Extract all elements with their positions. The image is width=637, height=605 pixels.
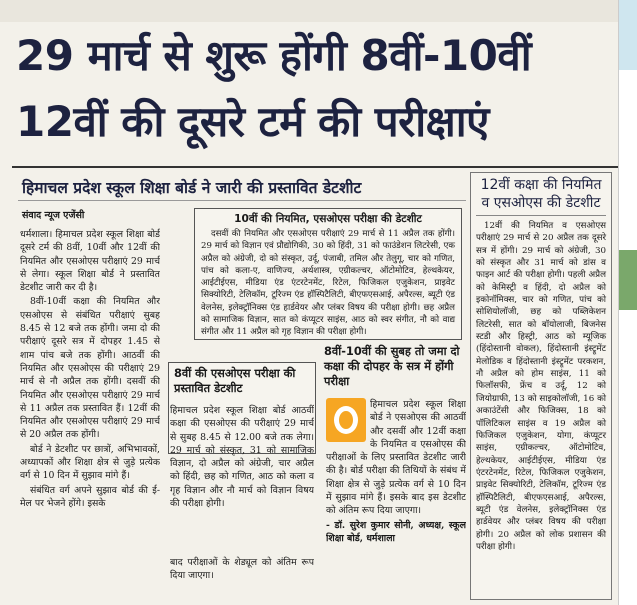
paragraph: धर्मशाला। हिमाचल प्रदेश स्कूल शिक्षा बोर्ड दूसरे टर्म की 8वीं, 10वीं और 12वीं की नियमित और एसओएस परीक्षाएं 29 मार्च से लेगा। स्कूल शिक्षा बोर्ड ने प्रस्तावित डेटशीट जारी कर दी है।: [20, 229, 160, 294]
headline-line-2: 12वीं की दूसरे टर्म की परीक्षाएं: [16, 97, 489, 146]
box-title: 8वीं की एसओएस परीक्षा की प्रस्तावित डेटशीट: [174, 366, 296, 395]
class10-datesheet-box: [194, 208, 462, 340]
paragraph: 8वीं-10वीं कक्षा की नियमित और एसओएस से संबंधित परीक्षाएं सुबह 8.45 से 12 बजे तक होंगी। जमा दो की परीक्षाएं दूसरे सत्र में दोपहर 1.45 से शाम पांच बजे तक होंगी। आठवीं की नियमित और एसओएस की परीक्षाएं 29 मार्च से नौ अप्रैल तक होंगी। दसवीं की नियमित और एसओएस परीक्षाएं 29 मार्च से 11 अप्रैल तक प्रस्तावित हैं। 12वीं की नियमित और एसओएस परीक्षाएं 29 मार्च से 20 अप्रैल तक होंगी।: [20, 296, 160, 441]
paragraph: संबंधित वर्ग अपने सुझाव बोर्ड की ई-मेल पर भेजने होंगे। इसके: [20, 484, 160, 509]
signature: - डॉ. सुरेश कुमार सोनी, अध्यक्ष, स्कूल शिक्षा बोर्ड, धर्मशाला: [326, 519, 466, 544]
paragraph: बोर्ड ने डेटशीट पर छात्रों, अभिभावकों, अध्यापकों और शिक्षा क्षेत्र से जुड़े प्रत्येक वर्ग से 10 दिन में सुझाव मांगे हैं।: [20, 443, 160, 482]
subhead-divider: [18, 200, 466, 201]
class12-datesheet-box: [470, 172, 612, 600]
headline-divider: [12, 166, 618, 168]
subheadline: हिमाचल प्रदेश स्कूल शिक्षा बोर्ड ने जारी की प्रस्तावित डेटशीट: [22, 179, 362, 197]
logo-icon: [326, 398, 366, 442]
byline: संवाद न्यूज एजेंसी: [22, 210, 85, 221]
adjacent-page-edge: [618, 0, 637, 605]
previous-article-strip: [0, 0, 637, 22]
paragraph: हिमाचल प्रदेश स्कूल शिक्षा बोर्ड ने एसओएस की आठवीं और दसवीं और 12वीं कक्षा के नियमित व एसओएस की परीक्षाओं के लिए प्रस्तावित डेटशीट जारी की है। बोर्ड परीक्षा की तिथियों के संबंध में शिक्षा क्षेत्र से जुड़े प्रत्येक वर्ग से 10 दिन में सुझाव मांगे हैं। इसके बाद इस डेटशीट को अंतिम रूप दिया जाएगा।: [326, 399, 466, 517]
column-3-heading: 8वीं-10वीं की सुबह तो जमा दो कक्षा की दोपहर के सत्र में होंगी परीक्षा: [324, 344, 460, 388]
headline-line-1: 29 मार्च से शुरू होंगी 8वीं-10वीं: [16, 31, 532, 80]
paragraph: बाद परीक्षाओं के शेड्यूल को अंतिम रूप दिया जाएगा।: [170, 557, 314, 582]
box-title: 10वीं की नियमित, एसओएस परीक्षा की डेटशीट: [234, 213, 422, 225]
article-column-2: [170, 404, 314, 554]
article-column-1: [20, 228, 160, 590]
box-text: दसवीं की नियमित और एसओएस परीक्षाएं 29 मार्च से 11 अप्रैल तक होंगी। 29 मार्च को विज्ञान एवं प्रौद्योगिकी, 30 को हिंदी, 31 को फाउंडेशन लिटरेसी, एक अप्रैल को अंग्रेजी, दो को संस्कृत, उर्दू, पंजाबी, तमिल और तेलुगू, चार को गणित, पांच को कला-ए, वाणिज्य, अर्थशास्त्र, एग्रीकल्चर, ऑटोमोटिव, हेल्थकेयर, आईटीईएस, मीडिया एंड एंटरटेनमेंट, रिटेल, फिजिकल एजुकेशन, प्राइवेट सिक्योरिटी, टेलिकॉम, टूरिज्म एंड हॉस्पिटैलिटी, बीएफएसआई, अपैरल्स, ब्यूटी एंड वेलनेस, इलेक्ट्रॉनिक्स एंड हार्डवेयर और प्लंबर विषय की परीक्षा होगी। छह अप्रैल को सामाजिक विज्ञान, सात को कंप्यूटर साइंस, आठ को स्वर संगीत, नौ को वाद्य संगीत और 11 अप्रैल को गृह विज्ञान की परीक्षा होगी।: [201, 229, 455, 338]
box-title: 12वीं कक्षा की नियमित व एसओएस की डेटशीट: [476, 177, 606, 216]
paragraph: हिमाचल प्रदेश स्कूल शिक्षा बोर्ड आठवीं कक्षा की एसओएस की परीक्षाएं 29 मार्च से सुबह 8.45 से 12.00 बजे तक लेगा। 29 मार्च को संस्कृत, 31 को सामाजिक विज्ञान, दो अप्रैल को अंग्रेजी, चार अप्रैल को हिंदी, छह को गणित, आठ को कला व गृह विज्ञान और नौ मार्च को विज्ञान विषय की परीक्षा होगी।: [170, 405, 314, 510]
article-column-2-continued: [170, 556, 314, 596]
box-text: 12वीं की नियमित व एसओएस परीक्षाएं 29 मार्च से 20 अप्रैल तक दूसरे सत्र में होंगी। 29 मार्च को अंग्रेजी, 30 को संस्कृत और 31 मार्च को डांस व फाइन आर्ट की परीक्षा होगी। पहली अप्रैल को केमिस्ट्री व हिंदी, दो अप्रैल को इकोनॉमिक्स, चार को गणित, पांच को सोशियोलॉजी, छह को पब्लिकेशन लिटरेसी, सात को बॉयोलाजी, बिजनेस स्टडी और हिस्ट्री, आठ को म्यूजिक (हिंदोस्तानी वोकल), हिंदोस्तानी इंस्ट्रूमेंट मेलोडिक व हिंदोस्तानी इंस्ट्रूमेंट परकशन, नौ अप्रैल को होम साइंस, 11 को फिलॉसफी, फ्रेंच व उर्दू, 12 को जियोग्राफी, 13 को साइकोलॉजी, 16 को अकाउंटेंसी और फिजिक्स, 18 को पॉलिटिकल साइंस व 19 अप्रैल को फिजिकल एजुकेशन, योगा, कंप्यूटर साइंस, एग्रीकल्चर, ऑटोमोटिव, हेल्थकेयर, आईटीईएस, मीडिया एंड एंटरटेनमेंट, रिटेल, फिजिकल एजुकेशन, प्राइवेट सिक्योरिटी, टेलिकॉम, टूरिज्म एंड हॉस्पिटैलिटी, बीएफएसआई, अपैरल्स, ब्यूटी एंड वेलनेस, इलेक्ट्रॉनिक्स एंड हार्डवेयर और प्लंबर विषय की परीक्षा होगी। 20 अप्रैल को लोक प्रशासन की परीक्षा होगी।: [476, 221, 606, 552]
